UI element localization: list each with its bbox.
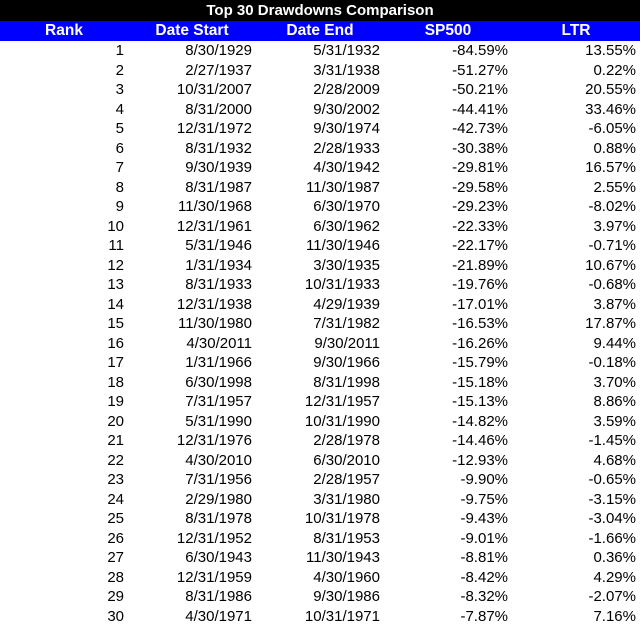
rank-cell: 21 — [107, 432, 124, 449]
ltr-cell: 17.87% — [585, 315, 636, 332]
date-start-cell: 4/30/2010 — [185, 451, 252, 469]
table-row — [0, 236, 640, 256]
table-row — [0, 217, 640, 237]
table-row — [0, 178, 640, 198]
date-start-cell: 1/31/1934 — [185, 256, 252, 274]
sp500-cell: -29.81% — [452, 159, 508, 176]
ltr-cell: 4.29% — [593, 568, 636, 586]
ltr-cell: 0.22% — [593, 61, 636, 79]
table-row — [0, 139, 640, 159]
ltr-cell: 0.36% — [593, 549, 636, 566]
sp500-cell: -17.01% — [452, 295, 508, 313]
date-end-cell: 9/30/1966 — [313, 354, 380, 371]
sp500-cell: -7.87% — [460, 607, 508, 625]
date-start-cell: 12/31/1952 — [176, 529, 252, 547]
date-end-cell: 9/30/1986 — [313, 588, 380, 605]
date-end-cell: 2/28/2009 — [313, 81, 380, 98]
sp500-cell: -44.41% — [452, 100, 508, 118]
rank-cell: 22 — [107, 451, 124, 469]
date-end-cell: 12/31/1957 — [304, 393, 380, 410]
date-start-cell: 8/31/1986 — [185, 588, 252, 605]
table-row — [0, 334, 640, 354]
date-end-cell: 11/30/1943 — [306, 549, 380, 566]
table-row — [0, 392, 640, 412]
date-start-cell: 4/30/2011 — [186, 334, 252, 352]
sp500-cell: -30.38% — [452, 139, 508, 157]
header-ltr: LTR — [512, 21, 640, 41]
ltr-cell: 9.44% — [593, 334, 636, 352]
date-start-cell: 8/31/1978 — [185, 510, 252, 527]
ltr-cell: 0.88% — [593, 139, 636, 157]
table-row — [0, 548, 640, 568]
date-start-cell: 6/30/1943 — [185, 549, 252, 566]
rank-cell: 17 — [107, 354, 124, 371]
table-row — [0, 256, 640, 276]
date-end-cell: 10/31/1990 — [304, 412, 380, 430]
date-start-cell: 4/30/1971 — [185, 607, 252, 625]
table-row — [0, 412, 640, 432]
date-start-cell: 7/31/1956 — [185, 471, 252, 488]
sp500-cell: -19.76% — [452, 276, 508, 293]
rank-cell: 3 — [115, 81, 124, 98]
date-end-cell: 8/31/1998 — [313, 373, 380, 391]
rank-cell: 11 — [108, 237, 124, 254]
date-start-cell: 8/31/1933 — [185, 276, 252, 293]
table-row — [0, 158, 640, 178]
ltr-cell: 8.86% — [593, 393, 636, 410]
date-end-cell: 9/30/2011 — [314, 334, 380, 352]
ltr-cell: 13.55% — [585, 42, 636, 59]
sp500-cell: -12.93% — [452, 451, 508, 469]
rank-cell: 26 — [107, 529, 124, 547]
rank-cell: 18 — [107, 373, 124, 391]
date-start-cell: 12/31/1961 — [176, 217, 252, 235]
ltr-cell: -0.68% — [588, 276, 636, 293]
sp500-cell: -42.73% — [452, 120, 508, 137]
date-start-cell: 2/27/1937 — [185, 61, 252, 79]
date-start-cell: 8/31/1987 — [185, 178, 252, 196]
rank-cell: 4 — [115, 100, 124, 118]
date-end-cell: 4/30/1942 — [313, 159, 380, 176]
date-start-cell: 12/31/1959 — [176, 568, 252, 586]
date-end-cell: 2/28/1978 — [313, 432, 380, 449]
date-end-cell: 10/31/1933 — [304, 276, 380, 293]
sp500-cell: -51.27% — [452, 61, 508, 79]
table-row — [0, 373, 640, 393]
sp500-cell: -8.32% — [460, 588, 508, 605]
ltr-cell: -0.65% — [588, 471, 636, 488]
date-end-cell: 11/30/1946 — [306, 237, 380, 254]
date-start-cell: 12/31/1972 — [176, 120, 252, 137]
sp500-cell: -15.79% — [452, 354, 508, 371]
rank-cell: 15 — [107, 315, 124, 332]
table-row — [0, 568, 640, 588]
ltr-cell: -3.15% — [588, 490, 636, 508]
sp500-cell: -29.23% — [452, 198, 508, 215]
ltr-cell: 16.57% — [585, 159, 636, 176]
date-end-cell: 10/31/1971 — [304, 607, 380, 625]
ltr-cell: -8.02% — [588, 198, 636, 215]
date-start-cell: 8/30/1929 — [185, 42, 252, 59]
date-end-cell: 6/30/1970 — [313, 198, 380, 215]
ltr-cell: 3.59% — [593, 412, 636, 430]
table-row — [0, 490, 640, 510]
table-row — [0, 353, 640, 373]
rank-cell: 7 — [115, 159, 124, 176]
rank-cell: 5 — [115, 120, 124, 137]
date-end-cell: 7/31/1982 — [313, 315, 380, 332]
header-sp500: SP500 — [384, 21, 512, 41]
rank-cell: 23 — [107, 471, 124, 488]
date-start-cell: 7/31/1957 — [185, 393, 252, 410]
sp500-cell: -8.42% — [460, 568, 508, 586]
table-row — [0, 275, 640, 295]
sp500-cell: -29.58% — [452, 178, 508, 196]
ltr-cell: 3.70% — [593, 373, 636, 391]
date-end-cell: 3/31/1938 — [313, 61, 380, 79]
rank-cell: 9 — [115, 198, 124, 215]
date-start-cell: 8/31/1932 — [185, 139, 252, 157]
rank-cell: 14 — [107, 295, 124, 313]
table-row — [0, 41, 640, 61]
header-row — [0, 21, 640, 41]
ltr-cell: -2.07% — [588, 588, 636, 605]
ltr-cell: 3.87% — [593, 295, 636, 313]
rank-cell: 29 — [107, 588, 124, 605]
rank-cell: 10 — [107, 217, 124, 235]
table-row — [0, 100, 640, 120]
header-rank: Rank — [0, 21, 128, 41]
table-row — [0, 607, 640, 627]
ltr-cell: -0.71% — [588, 237, 636, 254]
rank-cell: 12 — [107, 256, 124, 274]
date-end-cell: 5/31/1932 — [313, 42, 380, 59]
ltr-cell: -3.04% — [588, 510, 636, 527]
table-row — [0, 587, 640, 607]
sp500-cell: -22.33% — [452, 217, 508, 235]
ltr-cell: 10.67% — [585, 256, 636, 274]
date-end-cell: 6/30/1962 — [313, 217, 380, 235]
ltr-cell: 7.16% — [593, 607, 636, 625]
date-start-cell: 5/31/1990 — [185, 412, 252, 430]
table-body — [0, 41, 640, 626]
date-end-cell: 4/30/1960 — [313, 568, 380, 586]
date-start-cell: 11/30/1980 — [178, 315, 252, 332]
date-end-cell: 9/30/2002 — [313, 100, 380, 118]
sp500-cell: -15.13% — [452, 393, 508, 410]
date-end-cell: 3/30/1935 — [313, 256, 380, 274]
sp500-cell: -15.18% — [452, 373, 508, 391]
date-end-cell: 9/30/1974 — [313, 120, 380, 137]
date-start-cell: 6/30/1998 — [185, 373, 252, 391]
rank-cell: 8 — [115, 178, 124, 196]
date-start-cell: 2/29/1980 — [185, 490, 252, 508]
rank-cell: 27 — [107, 549, 124, 566]
sp500-cell: -14.82% — [452, 412, 508, 430]
date-start-cell: 11/30/1968 — [178, 198, 252, 215]
sp500-cell: -22.17% — [452, 237, 508, 254]
ltr-cell: 2.55% — [593, 178, 636, 196]
ltr-cell: 4.68% — [593, 451, 636, 469]
ltr-cell: -1.45% — [588, 432, 636, 449]
date-start-cell: 5/31/1946 — [185, 237, 252, 254]
rank-cell: 28 — [107, 568, 124, 586]
date-end-cell: 10/31/1978 — [304, 510, 380, 527]
rank-cell: 24 — [107, 490, 124, 508]
rank-cell: 1 — [115, 42, 124, 59]
date-start-cell: 12/31/1938 — [176, 295, 252, 313]
ltr-cell: 3.97% — [593, 217, 636, 235]
table-row — [0, 509, 640, 529]
rank-cell: 25 — [107, 510, 124, 527]
sp500-cell: -8.81% — [460, 549, 508, 566]
ltr-cell: -6.05% — [588, 120, 636, 137]
rank-cell: 20 — [107, 412, 124, 430]
table-row — [0, 197, 640, 217]
table-row — [0, 431, 640, 451]
table-row — [0, 119, 640, 139]
ltr-cell: -0.18% — [588, 354, 636, 371]
ltr-cell: 33.46% — [585, 100, 636, 118]
date-end-cell: 8/31/1953 — [313, 529, 380, 547]
sp500-cell: -16.26% — [452, 334, 508, 352]
drawdowns-table — [0, 21, 640, 626]
table-row — [0, 314, 640, 334]
table-row — [0, 470, 640, 490]
header-date-start: Date Start — [128, 21, 256, 41]
rank-cell: 13 — [107, 276, 124, 293]
sp500-cell: -21.89% — [452, 256, 508, 274]
table-title: Top 30 Drawdowns Comparison — [0, 0, 640, 21]
ltr-cell: -1.66% — [588, 529, 636, 547]
sp500-cell: -50.21% — [452, 81, 508, 98]
sp500-cell: -84.59% — [452, 42, 508, 59]
table-row — [0, 61, 640, 81]
date-end-cell: 2/28/1957 — [313, 471, 380, 488]
ltr-cell: 20.55% — [585, 81, 636, 98]
header-date-end: Date End — [256, 21, 384, 41]
sp500-cell: -14.46% — [452, 432, 508, 449]
date-end-cell: 4/29/1939 — [313, 295, 380, 313]
rank-cell: 2 — [115, 61, 124, 79]
table-row — [0, 529, 640, 549]
rank-cell: 16 — [107, 334, 124, 352]
date-start-cell: 9/30/1939 — [185, 159, 252, 176]
sp500-cell: -9.01% — [460, 529, 508, 547]
rank-cell: 30 — [107, 607, 124, 625]
date-end-cell: 6/30/2010 — [313, 451, 380, 469]
rank-cell: 19 — [107, 393, 124, 410]
table-row — [0, 295, 640, 315]
sp500-cell: -9.90% — [460, 471, 508, 488]
table-row — [0, 80, 640, 100]
date-end-cell: 3/31/1980 — [313, 490, 380, 508]
date-start-cell: 10/31/2007 — [176, 81, 252, 98]
date-start-cell: 12/31/1976 — [176, 432, 252, 449]
sp500-cell: -9.43% — [460, 510, 508, 527]
date-end-cell: 11/30/1987 — [306, 178, 380, 196]
date-start-cell: 8/31/2000 — [185, 100, 252, 118]
sp500-cell: -9.75% — [460, 490, 508, 508]
date-start-cell: 1/31/1966 — [185, 354, 252, 371]
sp500-cell: -16.53% — [452, 315, 508, 332]
rank-cell: 6 — [115, 139, 124, 157]
table-row — [0, 451, 640, 471]
date-end-cell: 2/28/1933 — [313, 139, 380, 157]
